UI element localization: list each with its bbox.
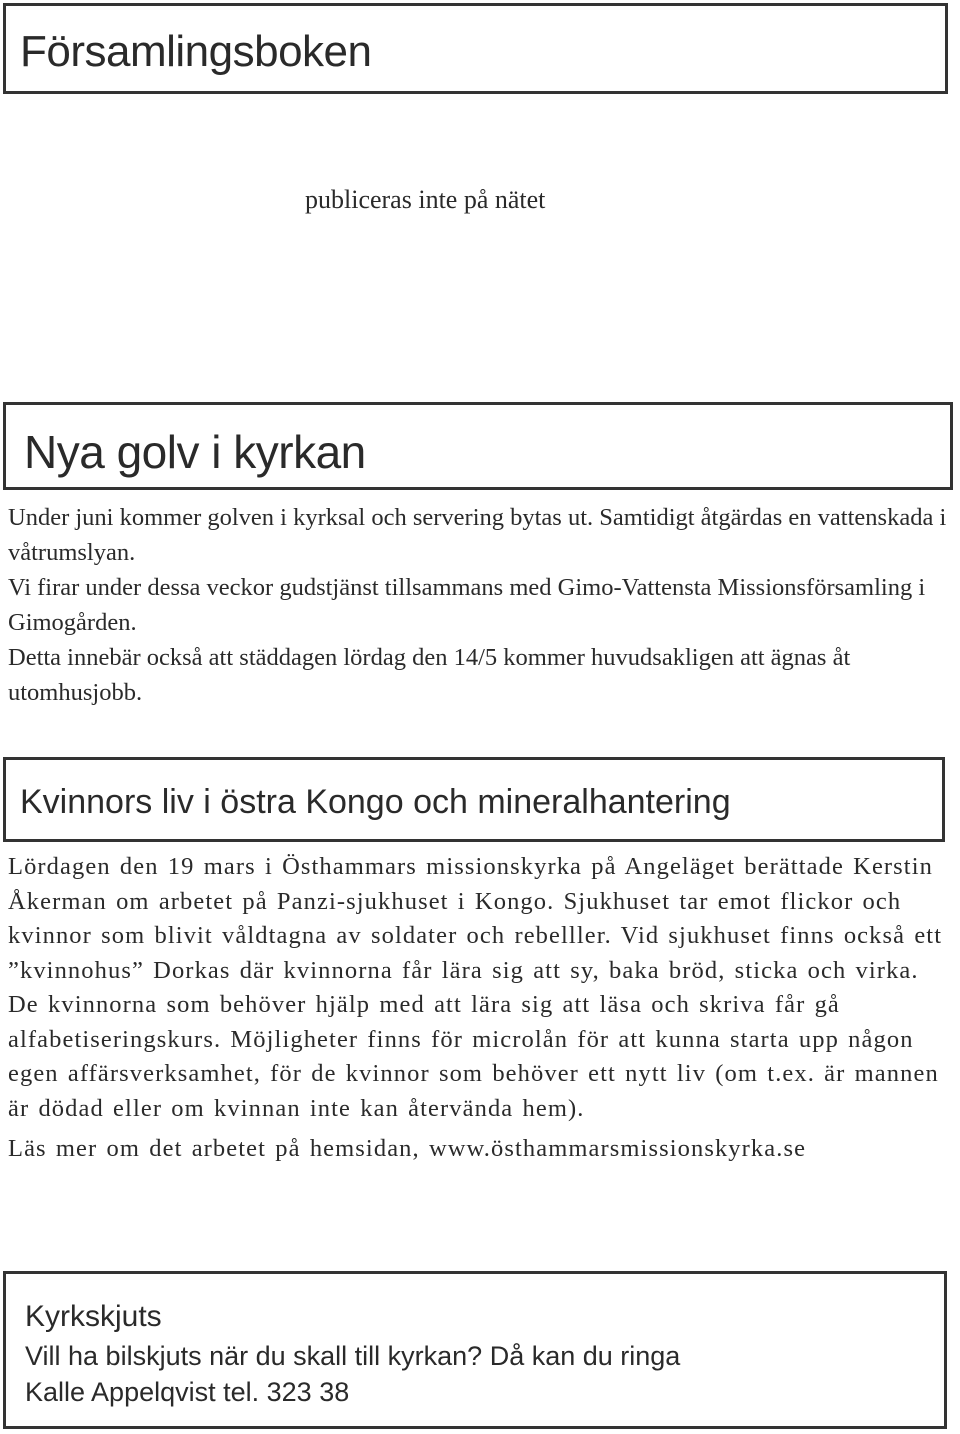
skjuts-box [3, 1271, 947, 1429]
floor-article-body [8, 500, 952, 710]
floor-heading: Nya golv i kyrkan [24, 426, 366, 478]
not-published-notice: publiceras inte på nätet [305, 185, 546, 214]
floor-paragraph-3: Detta innebär också att städdagen lördag den 14/5 kommer huvudsakligen att ägnas åt utomhusjobb. [8, 644, 851, 706]
kongo-paragraph: Lördagen den 19 mars i Östhammars missionskyrka på Angeläget berättade Kerstin Åkerman om arbetet på Panzi-sjukhuset i Kongo. Sjukhuset tar emot flickor och kvinnor som blivit våldtagna av soldater och rebelller. Vid sjukhuset finns också ett ”kvinnohus” Dorkas där kvinnorna får lära sig att sy, baka bröd, sticka och virka. De kvinnorna som behöver hjälp med att lära sig att läsa och skriva får gå alfabetiseringskurs. Möjligheter finns för microlån för att kunna starta upp någon egen affärsverksamhet, för de kvinnor som behöver ett nytt liv (om t.ex. är mannen är dödad eller om kvinnan inte kan återvända hem). [8, 853, 943, 1122]
title-box [3, 3, 948, 94]
page-title: Församlingsboken [20, 27, 372, 76]
floor-heading-box [3, 402, 953, 490]
floor-paragraph-2: Vi firar under dessa veckor gudstjänst tillsammans med Gimo-Vattensta Missionsförsamling i Gimogården. [8, 574, 926, 636]
kongo-article-body [8, 850, 952, 1167]
floor-paragraph-1: Under juni kommer golven i kyrksal och servering bytas ut. Samtidigt åtgärdas en vattenskada i våtrumslyan. [8, 504, 947, 566]
kongo-heading-box [3, 757, 945, 842]
skjuts-heading: Kyrkskjuts [25, 1300, 162, 1333]
kongo-read-more: Läs mer om det arbetet på hemsidan, www.östhammarsmissionskyrka.se [8, 1135, 807, 1162]
kongo-heading: Kvinnors liv i östra Kongo och mineralhantering [20, 783, 731, 821]
skjuts-line-1: Vill ha bilskjuts när du skall till kyrkan? Då kan du ringa [25, 1341, 681, 1371]
skjuts-line-2: Kalle Appelqvist tel. 323 38 [25, 1377, 350, 1407]
